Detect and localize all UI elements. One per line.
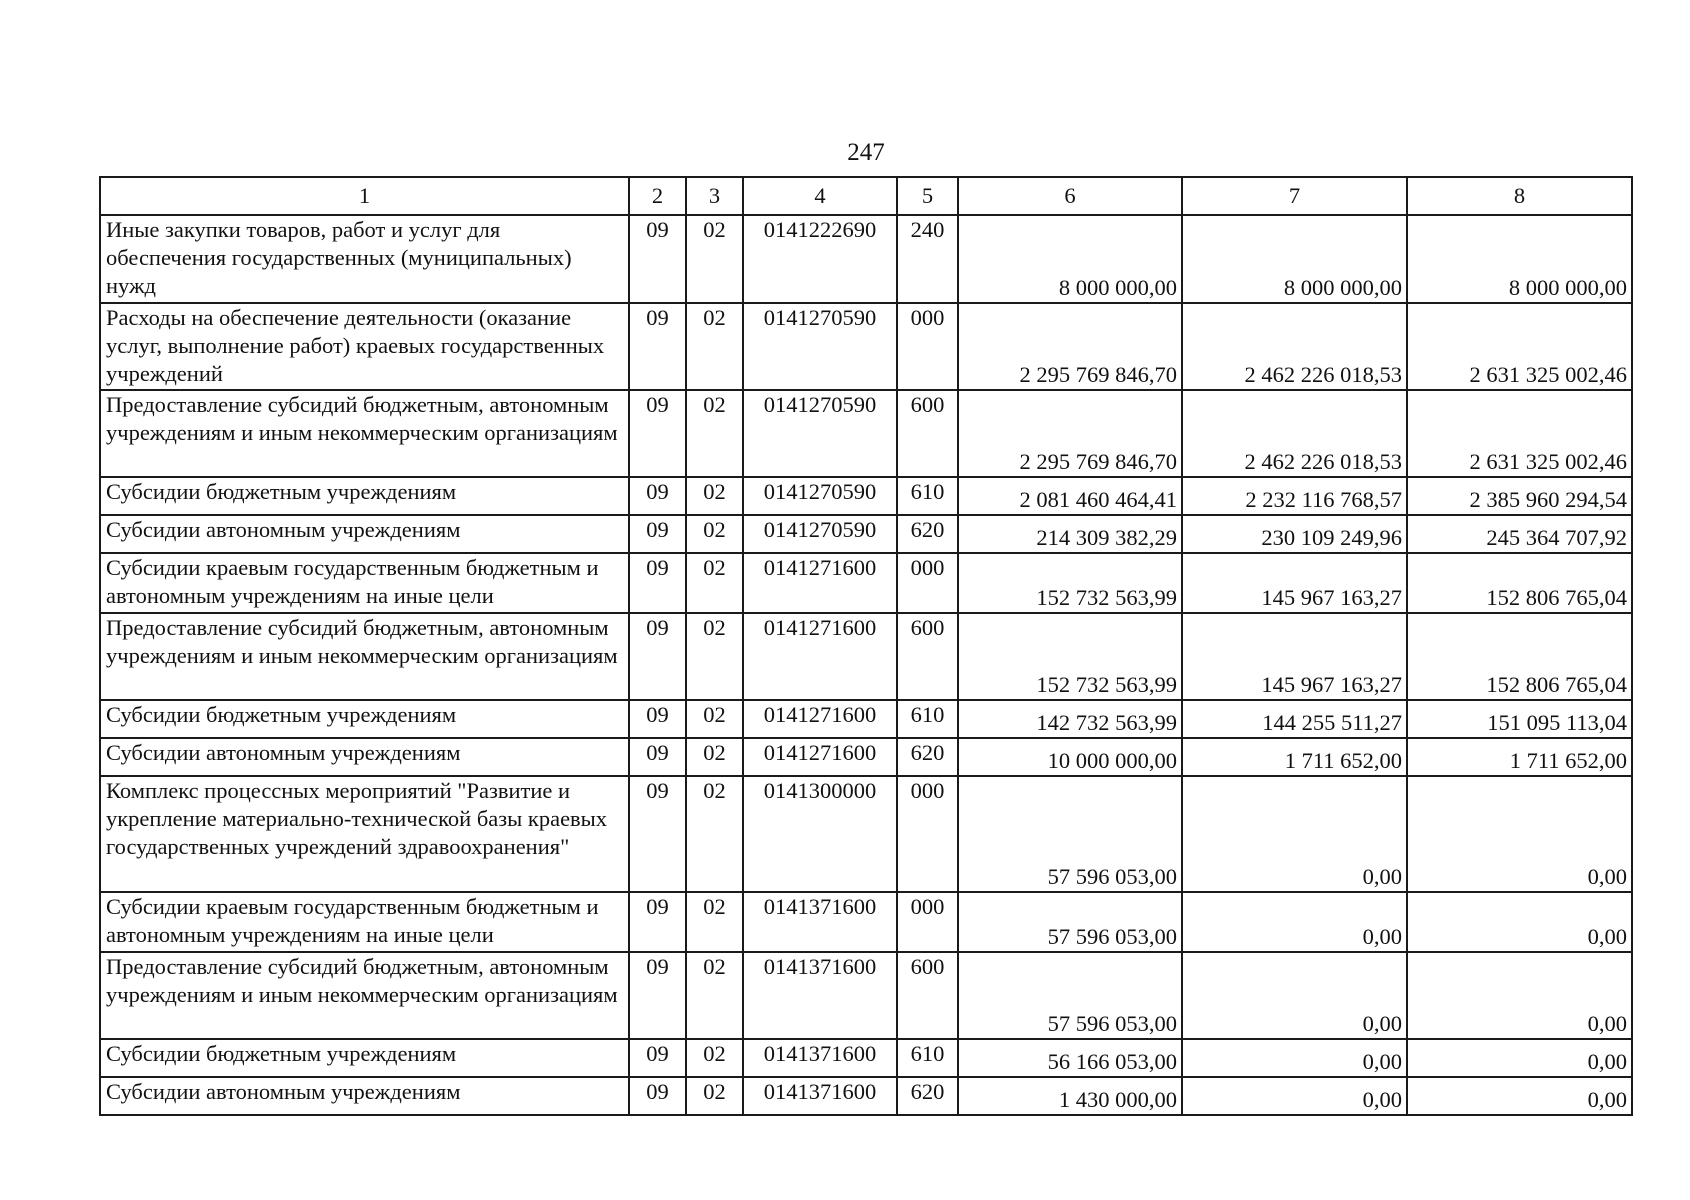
column-header: 7 [1182,177,1407,215]
row-amount-col6: 1 430 000,00 [958,1077,1182,1115]
row-amount-col7: 144 255 511,27 [1182,700,1407,738]
row-section: 09 [629,776,686,892]
row-amount-col8: 1 711 652,00 [1407,738,1632,776]
row-expense-type: 000 [897,553,958,613]
table-row [100,738,1632,776]
row-amount-col6: 2 295 769 846,70 [958,303,1182,390]
row-amount-col8: 152 806 765,04 [1407,613,1632,700]
column-header: 8 [1407,177,1632,215]
row-amount-col7: 2 232 116 768,57 [1182,477,1407,515]
row-subsection: 02 [686,738,743,776]
budget-table [99,176,1633,1116]
row-section: 09 [629,477,686,515]
row-target-code: 0141300000 [743,776,897,892]
row-expense-type: 620 [897,738,958,776]
row-subsection: 02 [686,477,743,515]
row-expense-type: 620 [897,515,958,553]
row-subsection: 02 [686,776,743,892]
row-subsection: 02 [686,390,743,477]
column-header: 3 [686,177,743,215]
row-amount-col6: 214 309 382,29 [958,515,1182,553]
page-number: 247 [847,139,885,166]
row-amount-col8: 2 385 960 294,54 [1407,477,1632,515]
row-name: Предоставление субсидий бюджетным, автономным учреждениям и иным некоммерческим организациям [100,613,629,700]
row-expense-type: 610 [897,700,958,738]
row-amount-col6: 56 166 053,00 [958,1039,1182,1077]
row-amount-col6: 152 732 563,99 [958,553,1182,613]
row-name: Комплекс процессных мероприятий "Развитие и укрепление материально-технической базы краевых государственных учреждений здравоохранения" [100,776,629,892]
row-amount-col6: 57 596 053,00 [958,892,1182,952]
column-header: 5 [897,177,958,215]
row-target-code: 0141271600 [743,553,897,613]
row-target-code: 0141270590 [743,303,897,390]
row-name: Субсидии краевым государственным бюджетным и автономным учреждениям на иные цели [100,553,629,613]
row-target-code: 0141371600 [743,952,897,1039]
row-amount-col7: 0,00 [1182,952,1407,1039]
row-section: 09 [629,1077,686,1115]
row-subsection: 02 [686,515,743,553]
row-amount-col6: 10 000 000,00 [958,738,1182,776]
row-amount-col8: 2 631 325 002,46 [1407,390,1632,477]
row-amount-col8: 151 095 113,04 [1407,700,1632,738]
row-expense-type: 600 [897,613,958,700]
column-header: 6 [958,177,1182,215]
row-section: 09 [629,515,686,553]
row-name: Расходы на обеспечение деятельности (оказание услуг, выполнение работ) краевых государственных учреждений [100,303,629,390]
row-subsection: 02 [686,215,743,303]
row-amount-col6: 57 596 053,00 [958,776,1182,892]
row-name: Субсидии бюджетным учреждениям [100,700,629,738]
table-row [100,952,1632,1039]
table-row [100,700,1632,738]
row-amount-col8: 2 631 325 002,46 [1407,303,1632,390]
row-target-code: 0141222690 [743,215,897,303]
row-amount-col8: 0,00 [1407,1077,1632,1115]
row-target-code: 0141270590 [743,390,897,477]
row-amount-col7: 0,00 [1182,892,1407,952]
row-target-code: 0141271600 [743,613,897,700]
row-subsection: 02 [686,700,743,738]
row-section: 09 [629,952,686,1039]
table-row [100,303,1632,390]
row-target-code: 0141371600 [743,892,897,952]
row-subsection: 02 [686,1039,743,1077]
row-section: 09 [629,1039,686,1077]
row-amount-col7: 2 462 226 018,53 [1182,390,1407,477]
row-amount-col7: 1 711 652,00 [1182,738,1407,776]
row-name: Субсидии автономным учреждениям [100,515,629,553]
row-amount-col6: 2 295 769 846,70 [958,390,1182,477]
row-amount-col8: 245 364 707,92 [1407,515,1632,553]
row-expense-type: 610 [897,1039,958,1077]
table-row [100,477,1632,515]
row-name: Субсидии краевым государственным бюджетным и автономным учреждениям на иные цели [100,892,629,952]
row-amount-col7: 2 462 226 018,53 [1182,303,1407,390]
table-row [100,390,1632,477]
row-expense-type: 620 [897,1077,958,1115]
row-name: Субсидии бюджетным учреждениям [100,477,629,515]
row-name: Субсидии автономным учреждениям [100,738,629,776]
row-amount-col7: 230 109 249,96 [1182,515,1407,553]
row-amount-col7: 8 000 000,00 [1182,215,1407,303]
row-subsection: 02 [686,892,743,952]
row-expense-type: 000 [897,303,958,390]
header-row [100,177,1632,215]
row-section: 09 [629,738,686,776]
table-row [100,1077,1632,1115]
row-amount-col7: 0,00 [1182,1077,1407,1115]
column-header: 2 [629,177,686,215]
row-subsection: 02 [686,1077,743,1115]
row-expense-type: 600 [897,390,958,477]
row-amount-col8: 0,00 [1407,892,1632,952]
row-expense-type: 600 [897,952,958,1039]
row-subsection: 02 [686,553,743,613]
row-subsection: 02 [686,613,743,700]
table-row [100,776,1632,892]
row-name: Субсидии автономным учреждениям [100,1077,629,1115]
row-subsection: 02 [686,303,743,390]
row-name: Иные закупки товаров, работ и услуг для обеспечения государственных (муниципальных) нужд [100,215,629,303]
row-amount-col6: 152 732 563,99 [958,613,1182,700]
row-amount-col6: 2 081 460 464,41 [958,477,1182,515]
row-target-code: 0141271600 [743,738,897,776]
row-amount-col8: 8 000 000,00 [1407,215,1632,303]
row-section: 09 [629,215,686,303]
row-amount-col7: 145 967 163,27 [1182,553,1407,613]
row-amount-col6: 8 000 000,00 [958,215,1182,303]
table-row [100,553,1632,613]
row-amount-col6: 57 596 053,00 [958,952,1182,1039]
row-name: Предоставление субсидий бюджетным, автономным учреждениям и иным некоммерческим организациям [100,952,629,1039]
row-amount-col7: 0,00 [1182,1039,1407,1077]
column-header: 1 [100,177,629,215]
row-name: Предоставление субсидий бюджетным, автономным учреждениям и иным некоммерческим организациям [100,390,629,477]
row-target-code: 0141371600 [743,1039,897,1077]
table-row [100,215,1632,303]
table-row [100,1039,1632,1077]
row-expense-type: 240 [897,215,958,303]
table-row [100,515,1632,553]
row-section: 09 [629,303,686,390]
row-amount-col6: 142 732 563,99 [958,700,1182,738]
row-amount-col8: 0,00 [1407,776,1632,892]
row-name: Субсидии бюджетным учреждениям [100,1039,629,1077]
table-row [100,613,1632,700]
row-target-code: 0141371600 [743,1077,897,1115]
row-amount-col8: 0,00 [1407,1039,1632,1077]
row-amount-col8: 152 806 765,04 [1407,553,1632,613]
row-target-code: 0141270590 [743,477,897,515]
row-section: 09 [629,390,686,477]
row-expense-type: 000 [897,776,958,892]
row-amount-col7: 145 967 163,27 [1182,613,1407,700]
row-target-code: 0141270590 [743,515,897,553]
row-subsection: 02 [686,952,743,1039]
row-target-code: 0141271600 [743,700,897,738]
row-section: 09 [629,613,686,700]
row-amount-col7: 0,00 [1182,776,1407,892]
column-header: 4 [743,177,897,215]
row-expense-type: 610 [897,477,958,515]
row-expense-type: 000 [897,892,958,952]
table-row [100,892,1632,952]
row-section: 09 [629,892,686,952]
row-amount-col8: 0,00 [1407,952,1632,1039]
row-section: 09 [629,553,686,613]
row-section: 09 [629,700,686,738]
